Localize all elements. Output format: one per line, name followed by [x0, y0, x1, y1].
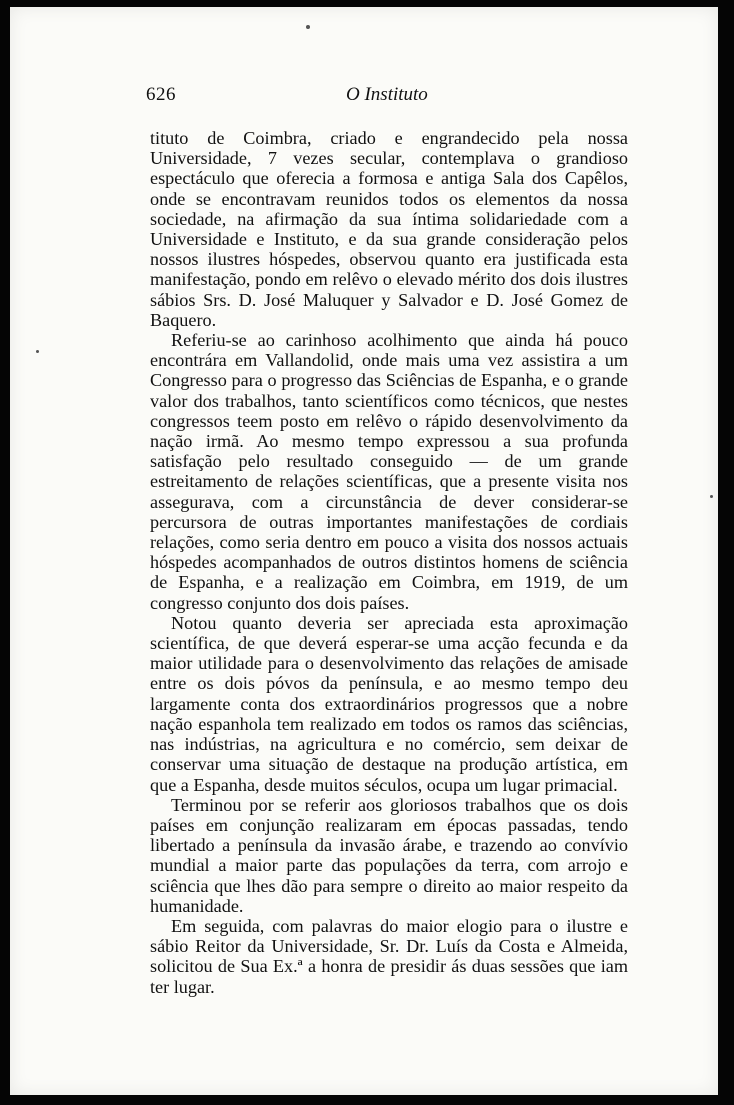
- paragraph: Em seguida, com palavras do maior elogio para o ilustre e sábio Reitor da Universidade, Sr. Dr. Luís da Costa e Almeida, solicitou de Sua Ex.ª a honra de presidir ás duas sessões que iam ter lugar.: [150, 915, 628, 997]
- paragraph: Terminou por se referir aos gloriosos trabalhos que os dois países em conjunção realizaram em épocas passadas, tendo libertado a península da invasão árabe, e trazendo ao convívio mundial a maior parte das populações da terra, com arrojo e sciência que lhes dão para sempre o direito ao maior respeito da humanidade.: [150, 794, 628, 916]
- running-title: O Instituto: [346, 84, 428, 105]
- paragraph: tituto de Coimbra, criado e engrandecido pela nossa Universidade, 7 vezes secular, contemplava o grandioso espectáculo que oferecia a formosa e antiga Sala dos Capêlos, onde se encontravam reunidos todos os elementos da nossa sociedade, na afirmação da sua íntima solidariedade com a Universidade e Instituto, e da sua grande consideração pelos nossos ilustres hóspedes, observou quanto era justificada esta manifestação, pondo em relêvo o elevado mérito dos dois ilustres sábios Srs. D. José Maluquer y Salvador e D. José Gomez de Baquero.: [150, 128, 628, 330]
- paragraph: Notou quanto deveria ser apreciada esta aproximação scientífica, de que deverá esperar-se uma acção fecunda e da maior utilidade para o desenvolvimento das relações de amisade entre os dois póvos da península, e ao mesmo tempo deu largamente conta dos extraordinários progressos que a nobre nação espanhola tem realizado em todos os ramos das sciências, nas indústrias, na agricultura e no comércio, sem deixar de conservar uma situação de destaque na produção artística, em que a Espanha, desde muitos séculos, ocupa um lugar primacial.: [150, 612, 628, 795]
- paragraph: Referiu-se ao carinhoso acolhimento que ainda há pouco encontrára em Vallandolid, onde mais uma vez assistira a um Congresso para o progresso das Sciências de Espanha, e o grande valor dos trabalhos, tanto scientíficos como técnicos, que nestes congressos teem posto em relêvo o rápido desenvolvimento da nação irmã. Ao mesmo tempo expressou a sua profunda satisfação pelo resultado conseguido — de um grande estreitamento de relações scientíficas, que a presente visita nos assegurava, com a circunstância de dever considerar-se percursora de outras importantes manifestações de cordiais relações, como seria dentro em pouco a visita dos nossos actuais hóspedes acompanhados de outros distintos homens de sciência de Espanha, e a realização em Coimbra, em 1919, de um congresso conjunto dos dois países.: [150, 330, 628, 613]
- scan-speck: [306, 25, 310, 29]
- body-text: [150, 128, 628, 997]
- page-number: 626: [146, 84, 176, 105]
- scan-speck: [36, 350, 39, 353]
- scan-speck: [710, 495, 713, 498]
- page-header: [146, 84, 576, 114]
